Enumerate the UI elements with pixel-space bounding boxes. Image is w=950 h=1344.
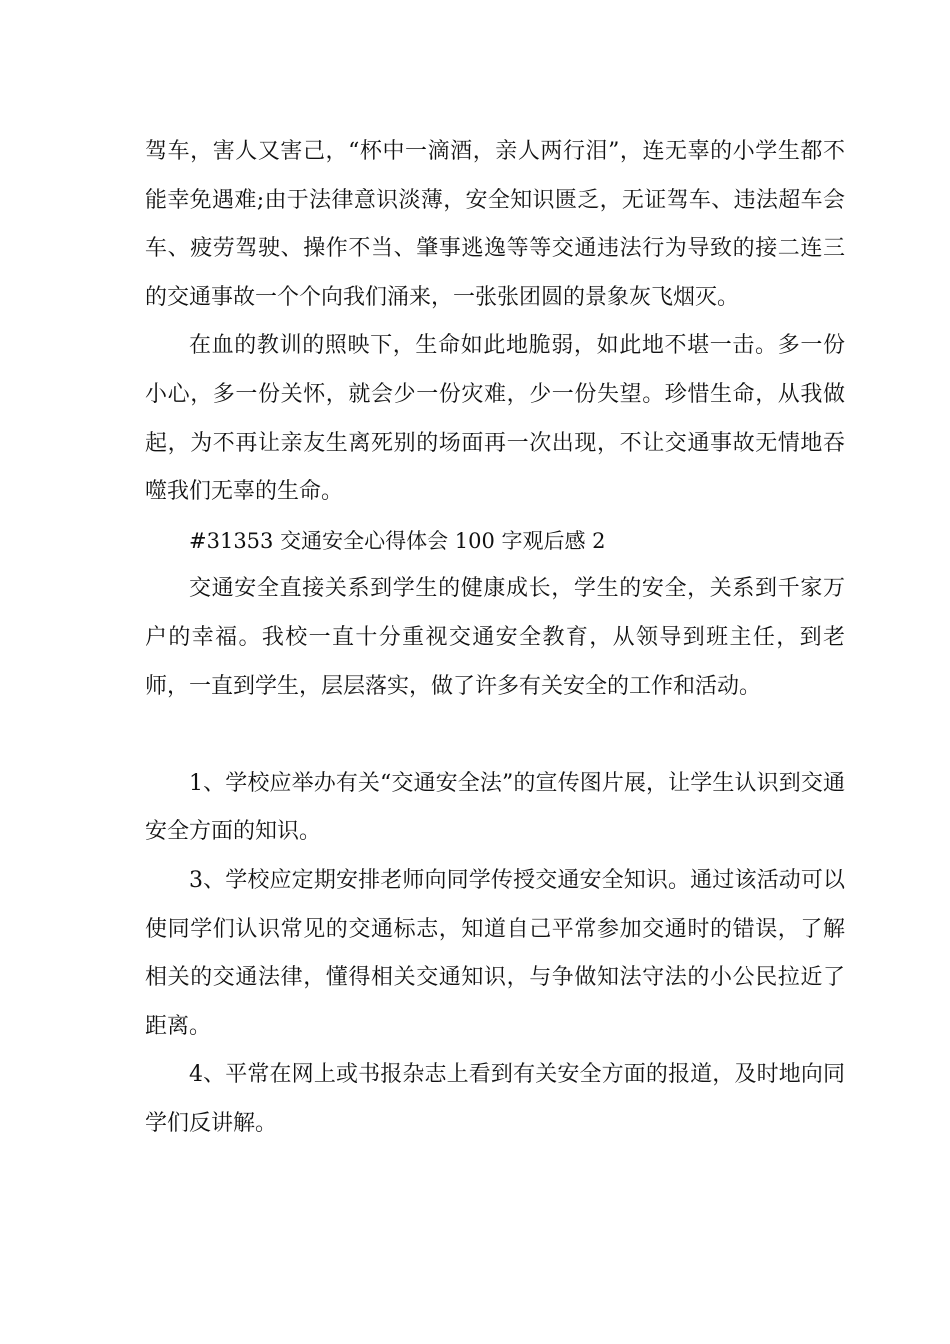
blank-line <box>145 711 845 760</box>
list-item-4: 4、平常在网上或书报杂志上看到有关安全方面的报道，及时地向同学们反讲解。 <box>145 1062 845 1136</box>
paragraph-continuation: 驾车，害人又害己，“杯中一滴酒，亲人两行泪”，连无辜的小学生都不能幸免遇难;由于法律意识淡薄，安全知识匮乏，无证驾车、违法超车会车、疲劳驾驶、操作不当、肇事逃逸等等交通违法行为导致的接二连三的交通事故一个个向我们涌来，一张张团圆的景象灰飞烟灭。 <box>145 139 845 310</box>
paragraph-reflection: 在血的教训的照映下，生命如此地脆弱，如此地不堪一击。多一份小心，多一份关怀，就会少一份灾难，少一份失望。珍惜生命，从我做起，为不再让亲友生离死别的场面再一次出现，不让交通事故无情地吞噬我们无辜的生命。 <box>145 333 845 505</box>
list-item-3: 3、学校应定期安排老师向同学传授交通安全知识。通过该活动可以使同学们认识常见的交通标志，知道自己平常参加交通时的错误，了解相关的交通法律，懂得相关交通知识，与争做知法守法的小公民拉近了距离。 <box>145 867 845 1039</box>
list-item-1: 1、学校应举办有关“交通安全法”的宣传图片展，让学生认识到交通安全方面的知识。 <box>145 770 845 845</box>
section-heading: #31353 交通安全心得体会 100 字观后感 2 <box>189 528 606 553</box>
paragraph-school-safety: 交通安全直接关系到学生的健康成长，学生的安全，关系到千家万户的幸福。我校一直十分重视交通安全教育，从领导到班主任，到老师，一直到学生，层层落实，做了许多有关安全的工作和活动。 <box>145 576 845 699</box>
document-body <box>145 128 845 1148</box>
